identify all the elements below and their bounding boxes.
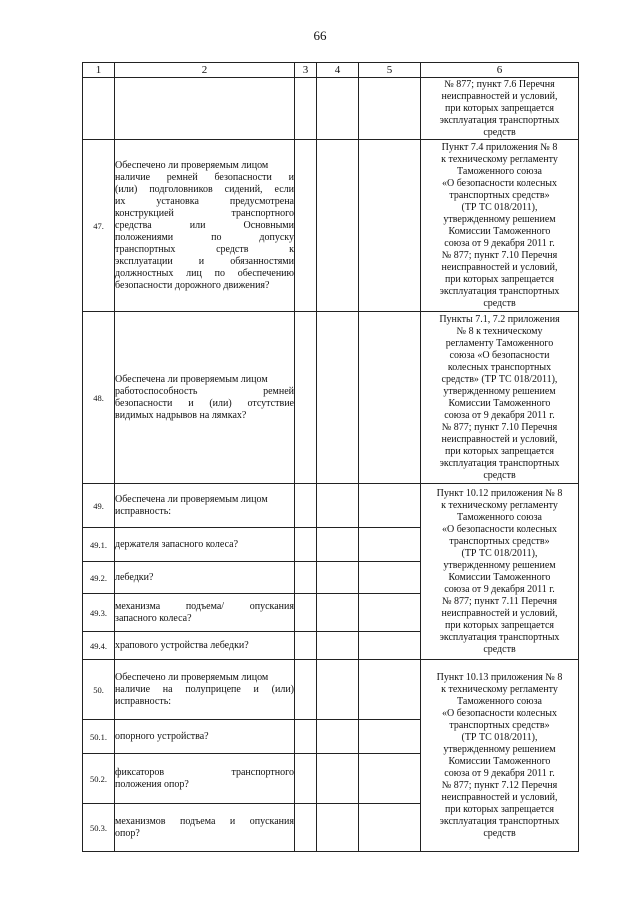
answer-no-cell bbox=[317, 140, 359, 312]
row-number: 50.2. bbox=[83, 754, 115, 804]
question-line: Обеспечено ли проверяемым лицом bbox=[115, 159, 269, 171]
reference-line: к техническому регламенту bbox=[441, 153, 558, 165]
row-number bbox=[83, 78, 115, 140]
reference-cell bbox=[421, 484, 579, 660]
question-cell bbox=[115, 78, 295, 140]
answer-yes-cell bbox=[295, 804, 317, 852]
row-number: 49. bbox=[83, 484, 115, 528]
question-line: конструкцией транспортного bbox=[115, 207, 294, 219]
reference-line: к техническому регламенту bbox=[441, 499, 558, 511]
reference-cell bbox=[421, 660, 579, 852]
reference-line: (ТР ТС 018/2011), bbox=[461, 201, 538, 213]
question-line: опорного устройства? bbox=[115, 730, 209, 742]
question-line: фиксаторов транспортного bbox=[115, 766, 294, 778]
answer-yes-cell bbox=[295, 632, 317, 660]
question-line: механизма подъема/ опускания bbox=[115, 600, 294, 612]
table-row-49 bbox=[83, 484, 579, 528]
answer-no-cell bbox=[317, 720, 359, 754]
question-line: их установка предусмотрена bbox=[115, 195, 294, 207]
col-header-3: 3 bbox=[295, 63, 317, 78]
reference-line: утвержденному решением bbox=[443, 559, 556, 571]
answer-no-cell bbox=[317, 528, 359, 562]
answer-na-cell bbox=[359, 754, 421, 804]
answer-na-cell bbox=[359, 78, 421, 140]
col-header-1: 1 bbox=[83, 63, 115, 78]
reference-line: «О безопасности колесных bbox=[441, 707, 558, 719]
reference-line: транспортных средств» bbox=[449, 535, 550, 547]
reference-line: при которых запрещается bbox=[444, 619, 555, 631]
reference-line: Пункт 10.13 приложения № 8 bbox=[436, 671, 563, 683]
answer-no-cell bbox=[317, 594, 359, 632]
row-number: 47. bbox=[83, 140, 115, 312]
col-header-2: 2 bbox=[115, 63, 295, 78]
question-line: положениями по допуску bbox=[115, 231, 294, 243]
reference-line: колесных транспортных bbox=[447, 361, 552, 373]
answer-na-cell bbox=[359, 804, 421, 852]
question-line: (или) подголовников сидений, если bbox=[115, 183, 294, 195]
question-cell bbox=[115, 562, 295, 594]
reference-line: при которых запрещается bbox=[444, 102, 555, 114]
reference-line: утвержденному решением bbox=[443, 213, 556, 225]
question-cell bbox=[115, 484, 295, 528]
question-line: безопасности дорожного движения? bbox=[115, 279, 270, 291]
reference-line: эксплуатация транспортных bbox=[439, 457, 560, 469]
question-cell bbox=[115, 528, 295, 562]
answer-yes-cell bbox=[295, 594, 317, 632]
answer-na-cell bbox=[359, 484, 421, 528]
answer-na-cell bbox=[359, 140, 421, 312]
answer-yes-cell bbox=[295, 528, 317, 562]
question-cell bbox=[115, 140, 295, 312]
reference-line: регламенту Таможенного bbox=[445, 337, 554, 349]
question-line: Обеспечена ли проверяемым лицом bbox=[115, 493, 268, 505]
question-line: исправность: bbox=[115, 695, 172, 707]
reference-line: средств bbox=[483, 126, 516, 138]
answer-no-cell bbox=[317, 312, 359, 484]
reference-line: союза «О безопасности bbox=[449, 349, 550, 361]
question-line: работоспособность ремней bbox=[115, 385, 294, 397]
reference-line: к техническому регламенту bbox=[441, 683, 558, 695]
row-number: 50.1. bbox=[83, 720, 115, 754]
reference-line: эксплуатация транспортных bbox=[439, 285, 560, 297]
reference-line: союза от 9 декабря 2011 г. bbox=[444, 409, 555, 421]
reference-line: Пункт 7.4 приложения № 8 bbox=[441, 141, 558, 153]
answer-yes-cell bbox=[295, 484, 317, 528]
question-cell bbox=[115, 754, 295, 804]
answer-no-cell bbox=[317, 562, 359, 594]
reference-line: № 877; пункт 7.10 Перечня bbox=[441, 421, 558, 433]
reference-line: неисправностей и условий, bbox=[441, 607, 558, 619]
table-row-47 bbox=[83, 140, 579, 312]
question-line: наличие на полуприцепе и (или) bbox=[115, 683, 294, 695]
reference-line: при которых запрещается bbox=[444, 803, 555, 815]
reference-line: утвержденному решением bbox=[443, 385, 556, 397]
reference-line: «О безопасности колесных bbox=[441, 523, 558, 535]
reference-line: средств bbox=[483, 643, 516, 655]
table-row-50 bbox=[83, 660, 579, 720]
question-cell bbox=[115, 660, 295, 720]
reference-line: при которых запрещается bbox=[444, 273, 555, 285]
reference-line: неисправностей и условий, bbox=[441, 261, 558, 273]
reference-line: средств bbox=[483, 827, 516, 839]
answer-yes-cell bbox=[295, 312, 317, 484]
row-number: 50.3. bbox=[83, 804, 115, 852]
question-cell bbox=[115, 594, 295, 632]
reference-line: транспортных средств» bbox=[449, 719, 550, 731]
answer-yes-cell bbox=[295, 140, 317, 312]
reference-line: Таможенного союза bbox=[457, 511, 542, 523]
row-number: 49.4. bbox=[83, 632, 115, 660]
answer-yes-cell bbox=[295, 720, 317, 754]
reference-line: утвержденному решением bbox=[443, 743, 556, 755]
answer-no-cell bbox=[317, 632, 359, 660]
answer-yes-cell bbox=[295, 78, 317, 140]
reference-cell bbox=[421, 78, 579, 140]
reference-line: Комиссии Таможенного bbox=[448, 225, 551, 237]
header-row bbox=[83, 63, 579, 78]
reference-line: Комиссии Таможенного bbox=[448, 571, 551, 583]
reference-line: Комиссии Таможенного bbox=[448, 755, 551, 767]
reference-cell bbox=[421, 140, 579, 312]
col-header-5: 5 bbox=[359, 63, 421, 78]
answer-no-cell bbox=[317, 660, 359, 720]
question-line: исправность: bbox=[115, 505, 172, 517]
reference-line: средств bbox=[483, 469, 516, 481]
answer-no-cell bbox=[317, 804, 359, 852]
answer-na-cell bbox=[359, 312, 421, 484]
table-row-48 bbox=[83, 312, 579, 484]
answer-no-cell bbox=[317, 754, 359, 804]
reference-line: (ТР ТС 018/2011), bbox=[461, 731, 538, 743]
row-number: 48. bbox=[83, 312, 115, 484]
answer-yes-cell bbox=[295, 660, 317, 720]
question-line: лебедки? bbox=[115, 571, 154, 583]
question-line: средства или Основными bbox=[115, 219, 294, 231]
reference-line: средств» (ТР ТС 018/2011), bbox=[441, 373, 558, 385]
question-line: Обеспечено ли проверяемым лицом bbox=[115, 671, 269, 683]
question-line: наличие ремней безопасности и bbox=[115, 171, 294, 183]
answer-na-cell bbox=[359, 594, 421, 632]
reference-line: Пункты 7.1, 7.2 приложения bbox=[439, 313, 560, 325]
answer-na-cell bbox=[359, 720, 421, 754]
answer-na-cell bbox=[359, 562, 421, 594]
checklist-table bbox=[82, 62, 579, 852]
table-row-continuation bbox=[83, 78, 579, 140]
col-header-6: 6 bbox=[421, 63, 579, 78]
answer-na-cell bbox=[359, 660, 421, 720]
question-line: запасного колеса? bbox=[115, 612, 192, 624]
question-cell bbox=[115, 720, 295, 754]
question-line: транспортных средств к bbox=[115, 243, 294, 255]
row-number: 49.2. bbox=[83, 562, 115, 594]
row-number: 50. bbox=[83, 660, 115, 720]
reference-line: (ТР ТС 018/2011), bbox=[461, 547, 538, 559]
reference-line: № 877; пункт 7.6 Перечня bbox=[444, 78, 555, 90]
reference-line: при которых запрещается bbox=[444, 445, 555, 457]
reference-line: эксплуатация транспортных bbox=[439, 114, 560, 126]
reference-line: эксплуатация транспортных bbox=[439, 631, 560, 643]
question-line: храпового устройства лебедки? bbox=[115, 639, 249, 651]
question-line: положения опор? bbox=[115, 778, 189, 790]
question-line: опор? bbox=[115, 827, 140, 839]
reference-line: средств bbox=[483, 297, 516, 309]
reference-line: № 877; пункт 7.12 Перечня bbox=[441, 779, 558, 791]
row-number: 49.3. bbox=[83, 594, 115, 632]
reference-line: эксплуатация транспортных bbox=[439, 815, 560, 827]
page-number: 66 bbox=[313, 28, 327, 43]
reference-line: союза от 9 декабря 2011 г. bbox=[444, 237, 555, 249]
reference-line: союза от 9 декабря 2011 г. bbox=[444, 583, 555, 595]
question-line: эксплуатации и обязанностями bbox=[115, 255, 294, 267]
answer-na-cell bbox=[359, 528, 421, 562]
reference-line: неисправностей и условий, bbox=[441, 433, 558, 445]
answer-no-cell bbox=[317, 78, 359, 140]
reference-line: № 877; пункт 7.11 Перечня bbox=[441, 595, 558, 607]
reference-line: неисправностей и условий, bbox=[441, 791, 558, 803]
question-line: механизмов подъема и опускания bbox=[115, 815, 294, 827]
reference-line: Таможенного союза bbox=[457, 695, 542, 707]
reference-line: Таможенного союза bbox=[457, 165, 542, 177]
question-cell bbox=[115, 312, 295, 484]
question-line: должностных лиц по обеспечению bbox=[115, 267, 294, 279]
reference-line: Пункт 10.12 приложения № 8 bbox=[436, 487, 563, 499]
question-line: безопасности и (или) отсутствие bbox=[115, 397, 294, 409]
answer-yes-cell bbox=[295, 562, 317, 594]
reference-line: транспортных средств» bbox=[449, 189, 550, 201]
reference-line: неисправностей и условий, bbox=[441, 90, 558, 102]
answer-yes-cell bbox=[295, 754, 317, 804]
reference-cell bbox=[421, 312, 579, 484]
answer-no-cell bbox=[317, 484, 359, 528]
col-header-4: 4 bbox=[317, 63, 359, 78]
question-line: видимых надрывов на лямках? bbox=[115, 409, 247, 421]
question-cell bbox=[115, 804, 295, 852]
reference-line: № 8 к техническому bbox=[456, 325, 543, 337]
answer-na-cell bbox=[359, 632, 421, 660]
row-number: 49.1. bbox=[83, 528, 115, 562]
reference-line: «О безопасности колесных bbox=[441, 177, 558, 189]
question-line: Обеспечена ли проверяемым лицом bbox=[115, 373, 268, 385]
question-cell bbox=[115, 632, 295, 660]
question-line: держателя запасного колеса? bbox=[115, 538, 239, 550]
reference-line: № 877; пункт 7.10 Перечня bbox=[441, 249, 558, 261]
reference-line: Комиссии Таможенного bbox=[448, 397, 551, 409]
reference-line: союза от 9 декабря 2011 г. bbox=[444, 767, 555, 779]
